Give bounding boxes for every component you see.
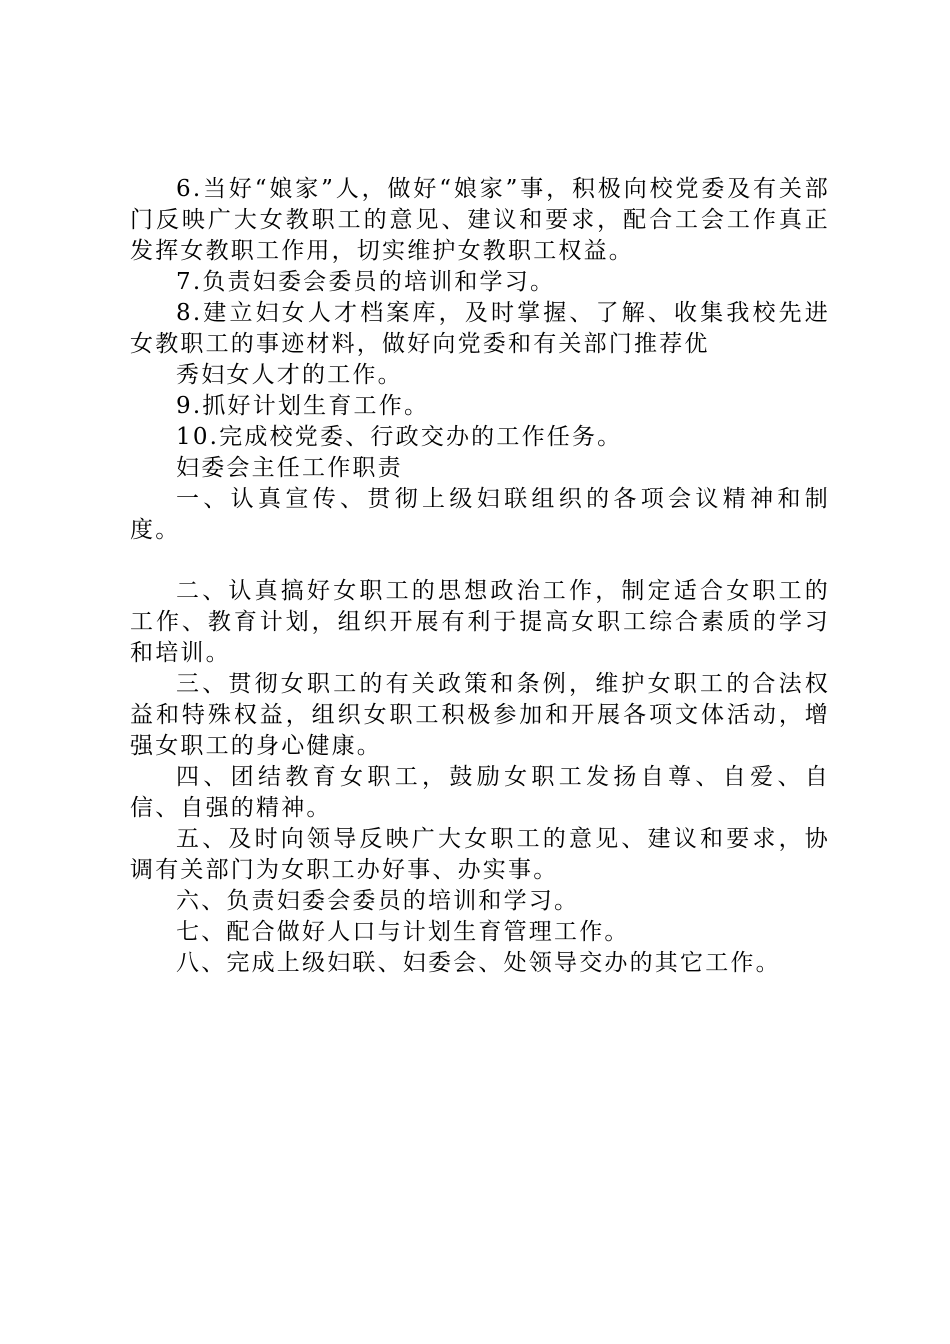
paragraph-spacer <box>130 546 830 576</box>
duty-item-8: 八、完成上级妇联、妇委会、处领导交办的其它工作。 <box>176 950 781 976</box>
paragraph-item-7: 7.负责妇委会委员的培训和学习。 <box>176 269 556 295</box>
paragraph-item-6: 6.当好“娘家”人，做好“娘家”事，积极向校党委及有关部门反映广大女教职工的意见、建议和要求，配合工会工作真正发挥女教职工作用，切实维护女教职工权益。 <box>130 176 830 264</box>
duty-item-1: 一、认真宣传、贯彻上级妇联组织的各项会议精神和制度。 <box>130 486 830 543</box>
paragraph-item-9: 9.抓好计划生育工作。 <box>176 393 430 419</box>
document-body <box>130 174 830 979</box>
duty-item-7: 七、配合做好人口与计划生育管理工作。 <box>176 919 630 945</box>
paragraph-item-10: 10.完成校党委、行政交办的工作任务。 <box>176 424 623 450</box>
duty-item-5: 五、及时向领导反映广大女职工的意见、建议和要求，协调有关部门为女职工办好事、办实事。 <box>130 826 830 883</box>
duty-item-2: 二、认真搞好女职工的思想政治工作，制定适合女职工的工作、教育计划，组织开展有利于提高女职工综合素质的学习和培训。 <box>130 578 830 666</box>
duty-item-4: 四、团结教育女职工，鼓励女职工发扬自尊、自爱、自信、自强的精神。 <box>130 764 830 821</box>
section-heading: 妇委会主任工作职责 <box>176 455 403 481</box>
duty-item-6: 六、负责妇委会委员的培训和学习。 <box>176 888 580 914</box>
duty-item-3: 三、贯彻女职工的有关政策和条例，维护女职工的合法权益和特殊权益，组织女职工积极参加和开展各项文体活动，增强女职工的身心健康。 <box>130 671 830 759</box>
paragraph-item-8-continued: 秀妇女人才的工作。 <box>176 362 403 388</box>
paragraph-item-8: 8.建立妇女人才档案库，及时掌握、了解、收集我校先进女教职工的事迹材料，做好向党委和有关部门推荐优 <box>130 300 830 357</box>
